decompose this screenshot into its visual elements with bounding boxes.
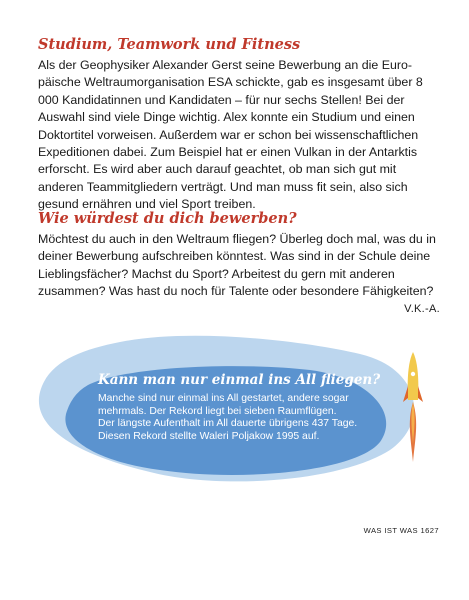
info-box-content <box>98 372 398 443</box>
info-box-line: Der längste Aufenthalt im All dauerte übrigens 437 Tage. <box>98 418 358 430</box>
section-heading-bewerben: Wie würdest du dich bewerben? <box>38 210 297 227</box>
section-body-bewerben <box>38 231 440 315</box>
section-heading-studium: Studium, Teamwork und Fitness <box>38 36 301 53</box>
section-body-studium: Als der Geophysiker Alexander Gerst seine Bewerbung an die Europäische Weltraumorganisation ESA schickte, gab es insgesamt über 8 000 Kandidatinnen und Kandidaten – für nur sechs Stellen! Bei der Auswahl sind viele Dinge wichtig. Alex konnte ein Studium und einen Doktortitel vorweisen. Außerdem war er schon bei wissenschaftlichen Expeditionen dabei. Zum Beispiel hat er einen Vulkan in der Antarktis erforscht. Es wird aber auch darauf geachtet, ob man sich gut mit anderen Teammitgliedern verträgt. Und man muss fit sein, also sich gesund ernähren und viel Sport treiben. <box>38 58 423 212</box>
info-box-line: Manche sind nur einmal ins All gestartet, andere sogar <box>98 393 349 404</box>
section-bewerben <box>38 210 440 318</box>
author-signature: V.K.-A. <box>404 302 440 315</box>
info-box-line: mehrmals. Der Rekord liegt bei sieben Raumflügen. <box>98 405 337 417</box>
section-studium <box>38 36 440 214</box>
page-footer: WAS IST WAS 1627 <box>363 526 439 535</box>
info-box-title: Kann man nur einmal ins All fliegen? <box>98 372 381 388</box>
info-box-line: Diesen Rekord stellte Waleri Poljakow 1995 auf. <box>98 430 320 442</box>
section-text-bewerben: Möchtest du auch in den Weltraum fliegen? Überleg doch mal, was du in deiner Bewerbung aufschreiben könntest. Was sind in der Schule deine Lieblingsfächer? Machst du Sport? Arbeitest du gern mit anderen zusammen? Was hast du noch für Talente oder besondere Fähigkeiten? <box>38 232 436 299</box>
